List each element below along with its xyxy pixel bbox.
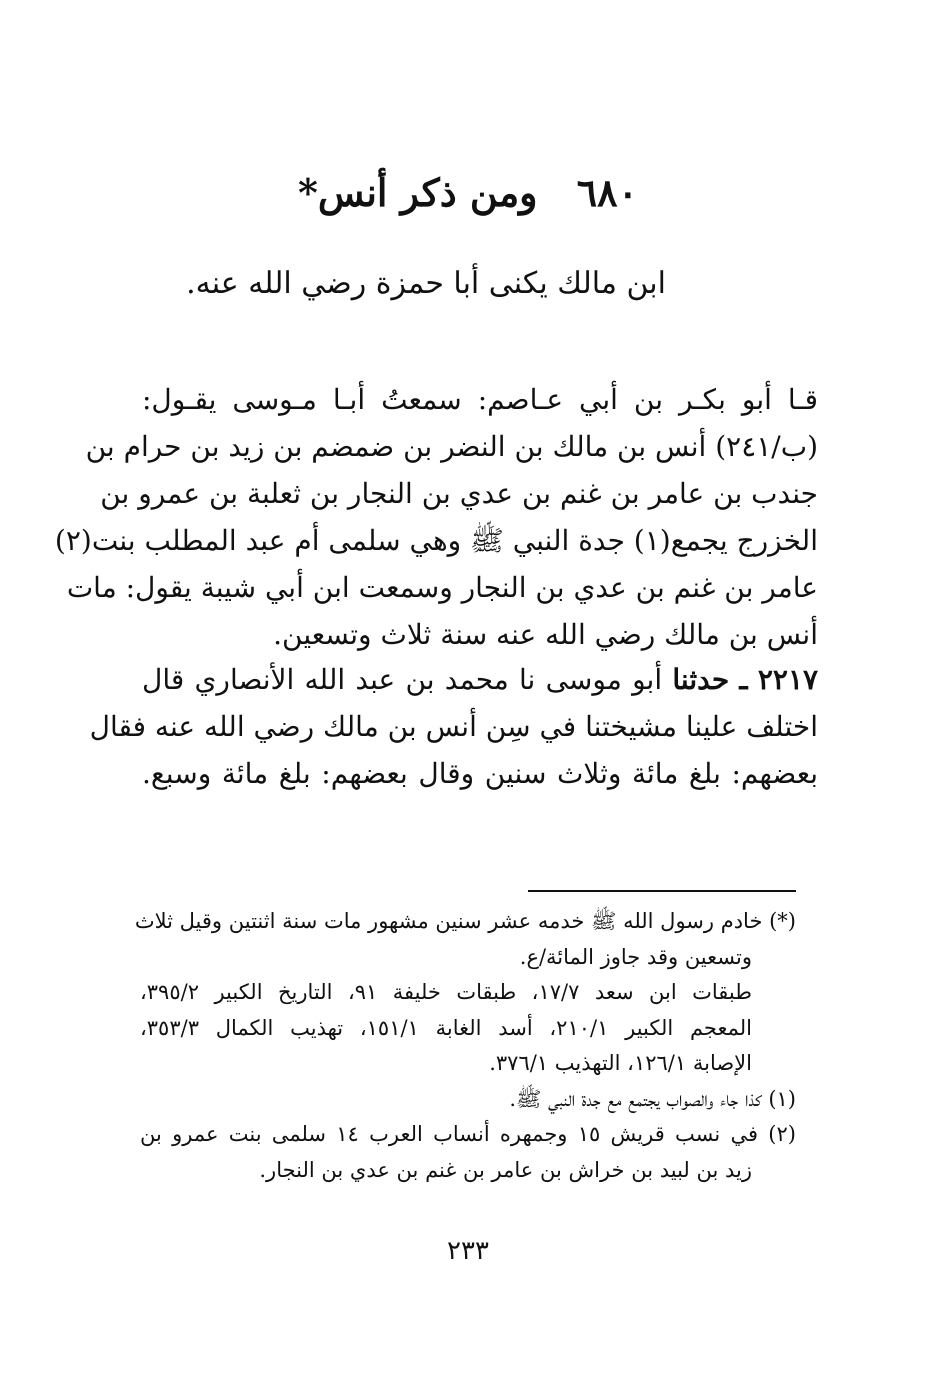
text-line: أنس بن مالك رضي الله عنه سنة ثلاث وتسعين. [273, 618, 818, 651]
footnote-line: (٢) في نسب قريش ١٥ وجمهره أنساب العرب ١٤ سلمى بنت عمرو بن [140, 1122, 796, 1146]
paragraph-hadith [89, 656, 819, 797]
hadith-first-line: ٢٢١٧ ـ حدثنا أبو موسى نا محمد بن عبد الله الأنصاري قال [142, 663, 819, 696]
footnote-line: (*) خادم رسول الله ﷺ خدمه عشر سنين مشهور مات سنة اثنتين وقيل ثلاث [134, 909, 796, 933]
text-line: جندب بن عامر بن غنم بن عدي بن النجار بن ثعلبة بن عمرو بن [100, 477, 818, 510]
chapter-number: ٦٨٠ [576, 170, 638, 215]
text-line: قـا أبو بكـر بن أبي عـاصم: سمعتُ أبـا مـوسى يقـول: [142, 383, 818, 416]
chapter-heading [0, 168, 936, 218]
hadith-number: ٢٢١٧ [757, 663, 819, 696]
footnote-divider [528, 890, 796, 892]
text-line: بعضهم: بلغ مائة وثلاث سنين وقال بعضهم: بلغ مائة وسبع. [142, 757, 818, 790]
footnote-line: وتسعين وقد جاوز المائة/ع. [519, 944, 752, 969]
text-line: عامر بن غنم بن عدي بن النجار وسمعت ابن أبي شيبة يقول: مات [66, 571, 818, 604]
text-line: (ب/٢٤١) أنس بن مالك بن النضر بن ضمضم بن زيد بن حرام بن [85, 430, 818, 463]
hadith-lead: حدثنا [672, 663, 730, 696]
footnote-line: طبقات ابن سعد ١٧/٧، طبقات خليفة ٩١، التاريخ الكبير ٣٩٥/٢، [140, 980, 752, 1004]
chapter-title: ومن ذكر أنس* [298, 170, 538, 215]
footnote-line: (١) كذا جاء والصواب يجتمع مع جدة النبي ﷺ. [509, 1086, 796, 1111]
text-line: الخزرج يجمع(١) جدة النبي ﷺ وهي سلمى أم عبد المطلب بنت(٢) [54, 524, 818, 557]
footnote-line: الإصابة ١٢٦/١، التهذيب ٣٧٦/١. [489, 1051, 752, 1075]
paragraph-narration [54, 376, 818, 658]
page-number: ٢٣٣ [447, 1236, 489, 1266]
text-line: اختلف علينا مشيختنا في سِن أنس بن مالك رضي الله عنه فقال [89, 710, 818, 743]
hadith-text: أبو موسى نا محمد بن عبد الله الأنصاري قال [142, 663, 663, 696]
chapter-subtitle: ابن مالك يكنى أبا حمزة رضي الله عنه. [186, 266, 666, 301]
footnote-line: زيد بن لبيد بن خراش بن عامر بن غنم بن عدي بن النجار. [259, 1157, 752, 1182]
footnotes [134, 904, 796, 1188]
footnote-line: المعجم الكبير ٢١٠/١، أسد الغابة ١٥١/١، تهذيب الكمال ٣٥٣/٣، [140, 1015, 752, 1040]
